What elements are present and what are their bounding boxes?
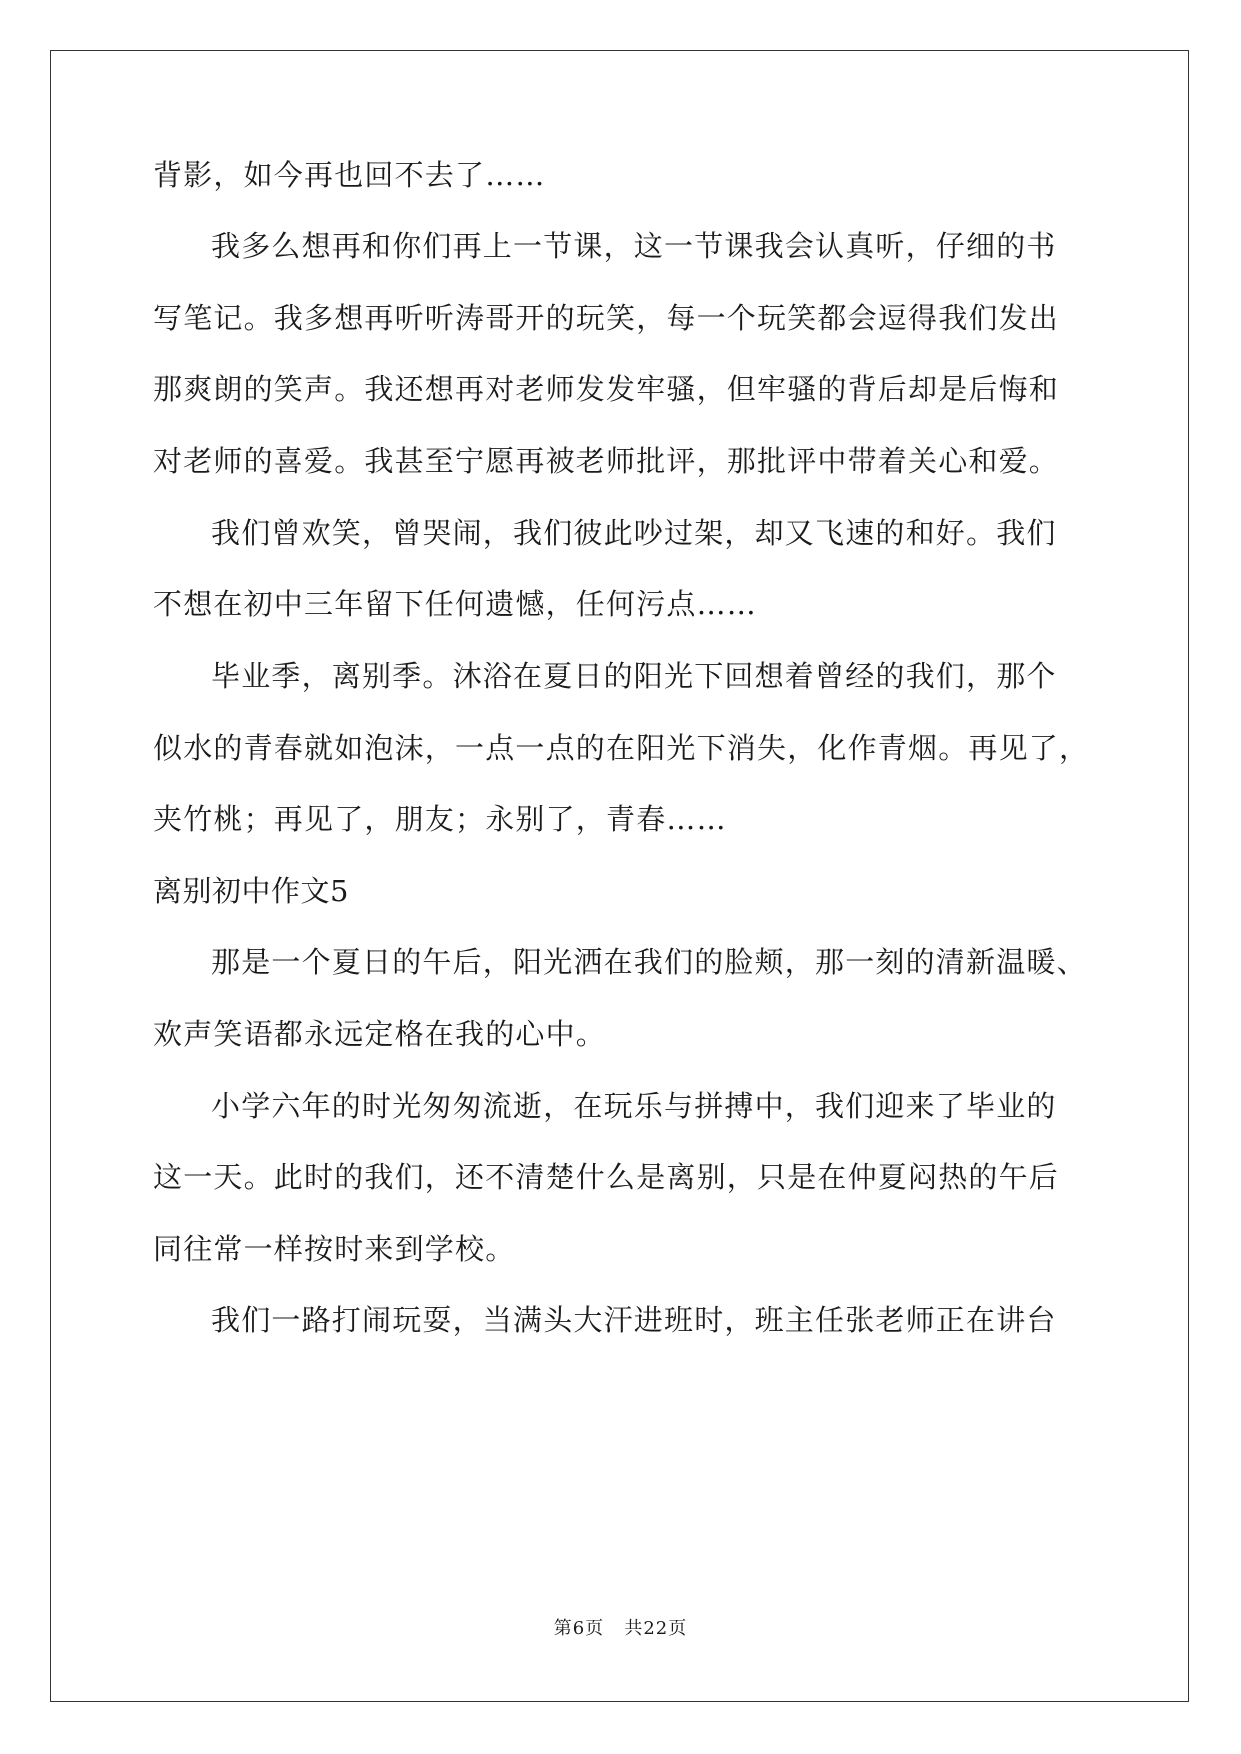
text-line: 夹竹桃；再见了，朋友；永别了，青春…… <box>153 802 727 836</box>
text-line: 那爽朗的笑声。我还想再对老师发发牢骚，但牢骚的背后却是后悔和 <box>153 372 1060 406</box>
text-line: 背影，如今再也回不去了…… <box>153 158 546 192</box>
text-line: 欢声笑语都永远定格在我的心中。 <box>153 1017 607 1051</box>
section-heading: 离别初中作文5 <box>153 874 349 908</box>
text-line: 不想在初中三年留下任何遗憾，任何污点…… <box>153 587 758 621</box>
page-total: 共22页 <box>624 1618 688 1639</box>
text-line: 那是一个夏日的午后，阳光洒在我们的脸颊，那一刻的清新温暖、 <box>211 945 1087 979</box>
text-line: 我们曾欢笑，曾哭闹，我们彼此吵过架，却又飞速的和好。我们 <box>211 516 1057 550</box>
text-line: 对老师的喜爱。我甚至宁愿再被老师批评，那批评中带着关心和爱。 <box>153 444 1060 478</box>
text-line: 毕业季，离别季。沐浴在夏日的阳光下回想着曾经的我们，那个 <box>211 659 1057 693</box>
text-line: 同往常一样按时来到学校。 <box>153 1232 516 1266</box>
page-footer <box>0 1617 1241 1641</box>
text-line: 这一天。此时的我们，还不清楚什么是离别，只是在仲夏闷热的午后 <box>153 1160 1060 1194</box>
text-line: 写笔记。我多想再听听涛哥开的玩笑，每一个玩笑都会逗得我们发出 <box>153 301 1060 335</box>
footer-spacer <box>604 1618 624 1639</box>
text-line: 我们一路打闹玩耍，当满头大汗进班时，班主任张老师正在讲台 <box>211 1303 1057 1337</box>
text-line: 我多么想再和你们再上一节课，这一节课我会认真听，仔细的书 <box>211 229 1057 263</box>
page-number: 第6页 <box>553 1618 605 1639</box>
text-line: 似水的青春就如泡沫，一点一点的在阳光下消失，化作青烟。再见了， <box>153 731 1090 765</box>
text-line: 小学六年的时光匆匆流逝，在玩乐与拼搏中，我们迎来了毕业的 <box>211 1089 1057 1123</box>
